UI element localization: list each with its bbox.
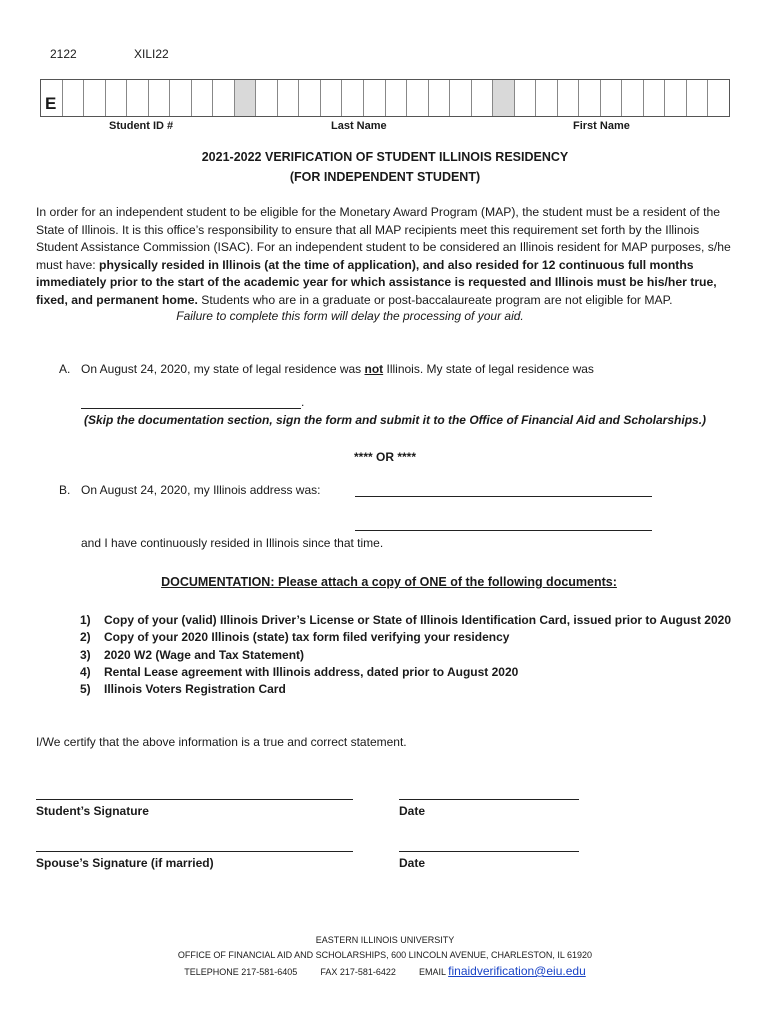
or-divider: **** OR **** bbox=[353, 450, 417, 464]
documentation-item bbox=[80, 681, 731, 698]
documentation-item-number: 5) bbox=[80, 682, 91, 697]
footer-email-link[interactable]: finaidverification@eiu.edu bbox=[448, 964, 586, 978]
student-signature-line[interactable] bbox=[36, 799, 353, 800]
student-signature-label: Student’s Signature bbox=[36, 804, 149, 818]
documentation-item-text: Rental Lease agreement with Illinois address, dated prior to August 2020 bbox=[104, 664, 519, 679]
option-a-text: On August 24, 2020, my state of legal residence was not Illinois. My state of legal residence was bbox=[81, 362, 594, 376]
spouse-signature-label: Spouse’s Signature (if married) bbox=[36, 856, 214, 870]
footer-telephone: TELEPHONE 217-581-6405 bbox=[184, 967, 298, 977]
last-name-label: Last Name bbox=[331, 120, 387, 132]
option-b-letter: B. bbox=[59, 483, 71, 497]
footer-office: OFFICE OF FINANCIAL AID AND SCHOLARSHIPS, 600 LINCOLN AVENUE, CHARLESTON, IL 61920 bbox=[177, 950, 593, 960]
grid-cell[interactable] bbox=[235, 80, 257, 116]
first-name-label: First Name bbox=[573, 120, 630, 132]
documentation-item bbox=[80, 647, 731, 664]
grid-cell[interactable] bbox=[407, 80, 429, 116]
grid-cell[interactable] bbox=[472, 80, 494, 116]
form-title: 2021-2022 VERIFICATION OF STUDENT ILLINOIS RESIDENCY bbox=[201, 150, 569, 164]
footer-contact bbox=[0, 964, 770, 978]
grid-cell[interactable] bbox=[213, 80, 235, 116]
option-a-letter: A. bbox=[59, 362, 71, 376]
documentation-item-text: 2020 W2 (Wage and Tax Statement) bbox=[104, 647, 305, 662]
grid-cell[interactable] bbox=[601, 80, 623, 116]
option-a-period: . bbox=[301, 395, 305, 409]
grid-cell[interactable] bbox=[622, 80, 644, 116]
documentation-item-text: Illinois Voters Registration Card bbox=[104, 682, 286, 697]
grid-cell[interactable] bbox=[63, 80, 85, 116]
documentation-item-number: 2) bbox=[80, 630, 91, 645]
grid-cell[interactable] bbox=[536, 80, 558, 116]
documentation-item-text: Copy of your 2020 Illinois (state) tax form filed verifying your residency bbox=[104, 630, 510, 645]
student-date-label: Date bbox=[399, 804, 426, 818]
form-id: XILI22 bbox=[134, 47, 169, 61]
failure-notice: Failure to complete this form will delay the processing of your aid. bbox=[176, 309, 524, 323]
grid-cell[interactable] bbox=[342, 80, 364, 116]
grid-cell[interactable] bbox=[299, 80, 321, 116]
documentation-item-number: 1) bbox=[80, 613, 91, 627]
skip-instruction: (Skip the documentation section, sign the form and submit it to the Office of Financial Aid and Scholarships.) bbox=[83, 413, 707, 427]
residency-requirement: physically resided in Illinois (at the time of application), and also resided for 12 continuous full months immediately prior to the start of the academic year for which assistance is requested and Illinois must be his/her true, fixed, and permanent home. bbox=[36, 257, 717, 307]
grid-cell[interactable] bbox=[149, 80, 171, 116]
legal-residence-state-field[interactable] bbox=[81, 408, 301, 409]
footer-fax: FAX 217-581-6422 bbox=[320, 967, 396, 977]
grid-cell[interactable] bbox=[106, 80, 128, 116]
grid-cell[interactable] bbox=[558, 80, 580, 116]
documentation-title: DOCUMENTATION: Please attach a copy of ONE of the following documents: bbox=[161, 575, 617, 589]
grid-cell[interactable] bbox=[708, 80, 729, 116]
grid-cell[interactable] bbox=[644, 80, 666, 116]
spouse-signature-line[interactable] bbox=[36, 851, 353, 852]
grid-cell[interactable] bbox=[127, 80, 149, 116]
documentation-list bbox=[80, 612, 731, 698]
grid-cell[interactable] bbox=[450, 80, 472, 116]
option-b-text: On August 24, 2020, my Illinois address was: bbox=[81, 483, 321, 497]
grid-cell[interactable] bbox=[192, 80, 214, 116]
grid-cell[interactable] bbox=[493, 80, 515, 116]
illinois-address-line-1[interactable] bbox=[355, 496, 652, 497]
footer-university: EASTERN ILLINOIS UNIVERSITY bbox=[315, 935, 455, 945]
documentation-item-text: Copy of your (valid) Illinois Driver’s License or State of Illinois Identification Card, issued prior to August 2020 bbox=[104, 613, 731, 627]
spouse-date-label: Date bbox=[399, 856, 426, 870]
grid-cell[interactable] bbox=[84, 80, 106, 116]
spouse-date-line[interactable] bbox=[399, 851, 579, 852]
grid-cell[interactable] bbox=[429, 80, 451, 116]
illinois-address-line-2[interactable] bbox=[355, 530, 652, 531]
student-date-line[interactable] bbox=[399, 799, 579, 800]
grid-cell[interactable] bbox=[665, 80, 687, 116]
documentation-item-number: 3) bbox=[80, 647, 91, 662]
grid-cell[interactable] bbox=[278, 80, 300, 116]
grid-cell[interactable] bbox=[364, 80, 386, 116]
grid-cell[interactable] bbox=[321, 80, 343, 116]
id-name-grid bbox=[40, 79, 730, 117]
documentation-item bbox=[80, 612, 731, 629]
certify-statement: I/We certify that the above information is a true and correct statement. bbox=[36, 735, 407, 749]
grid-cell[interactable] bbox=[386, 80, 408, 116]
not-underlined: not bbox=[364, 362, 384, 376]
student-id-label: Student ID # bbox=[109, 120, 174, 132]
grid-cell[interactable] bbox=[515, 80, 537, 116]
grid-cell[interactable] bbox=[256, 80, 278, 116]
form-subtitle: (FOR INDEPENDENT STUDENT) bbox=[289, 170, 481, 184]
grid-prefix-cell: E bbox=[41, 80, 63, 116]
grid-cell[interactable] bbox=[170, 80, 192, 116]
documentation-item bbox=[80, 629, 731, 646]
grid-cell[interactable] bbox=[579, 80, 601, 116]
footer-email-label: EMAIL bbox=[418, 967, 446, 977]
grid-cell[interactable] bbox=[687, 80, 709, 116]
intro-paragraph: In order for an independent student to be eligible for the Monetary Award Program (MAP), the student must be a resident of the State of Illinois. It is this office’s responsibility to ensure that all MAP recipients meet this requirement set forth by the Illinois Student Assistance Commission (ISAC). For an independent student to be considered an Illinois resident for MAP purposes, s/he must have: physically resided in Illinois (at the time of application), and also resided for 12 continuous full months immediately prior to the start of the academic year for which assistance is requested and Illinois must be his/her true, fixed, and permanent home. Students who are in a graduate or post-baccalaureate program are not eligible for MAP. bbox=[36, 205, 731, 307]
option-b-tail: and I have continuously resided in Illinois since that time. bbox=[81, 536, 384, 550]
form-code: 2122 bbox=[50, 47, 77, 61]
documentation-item bbox=[80, 664, 731, 681]
documentation-item-number: 4) bbox=[80, 664, 91, 679]
